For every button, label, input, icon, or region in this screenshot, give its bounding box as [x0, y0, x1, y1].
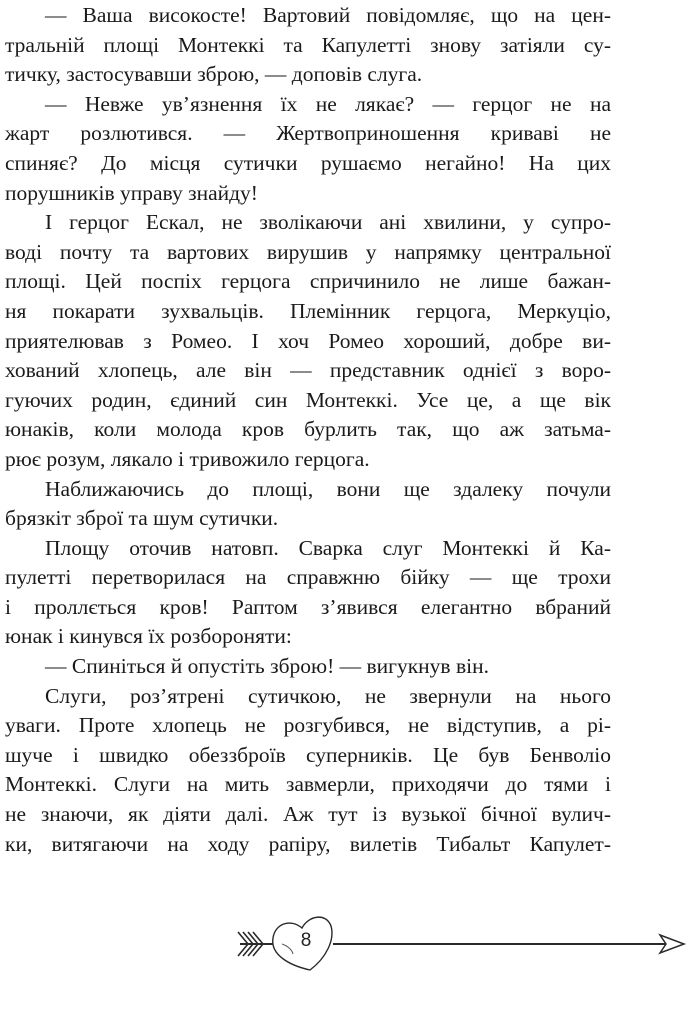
text-line: пулетті перетворилася на справжню бійку — ще трохи — [5, 565, 611, 590]
text-line: воді почту та вартових вирушив у напрямку центральної — [5, 239, 611, 264]
page-body-text — [5, 1, 611, 859]
text-line: жарт розлютився. — Жертвоприношення криваві не — [5, 121, 611, 146]
text-line: не знаючи, як діяти далі. Аж тут із вузької бічної вулич- — [5, 802, 611, 827]
text-line: Слуги, роз’ятрені сутичкою, не звернули на нього — [45, 683, 611, 708]
text-line: тральній площі Монтеккі та Капулетті знову затіяли су- — [5, 32, 611, 57]
text-line: Наближаючись до площі, вони ще здалеку почули — [45, 476, 611, 501]
text-line: і проллється кров! Раптом з’явився елегантно вбраний — [5, 594, 611, 619]
text-line: тичку, застосувавши зброю, — доповів слуга. — [5, 62, 423, 87]
text-line: юнаків, коли молода кров бурлить так, що аж затьма- — [5, 417, 611, 442]
text-line: ки, витягаючи на ходу рапіру, вилетів Тибальт Капулет- — [5, 831, 611, 856]
text-line: площі. Цей поспіх герцога спричинило не лише бажан- — [5, 269, 611, 294]
text-line: І герцог Ескал, не зволікаючи ані хвилини, у супро- — [45, 210, 611, 235]
text-line: брязкіт зброї та шум сутички. — [5, 506, 279, 531]
text-line: шуче і швидко обеззброїв суперників. Це був Бенволіо — [5, 742, 611, 767]
text-line: уваги. Проте хлопець не розгубився, не відступив, а рі- — [5, 713, 611, 738]
text-line: порушників управу знайду! — [5, 180, 258, 205]
text-line: приятелював з Ромео. І хоч Ромео хороший, добре ви- — [5, 328, 611, 353]
page-number: 8 — [300, 930, 312, 951]
text-line: — Спиніться й опустіть зброю! — вигукнув він. — [45, 654, 489, 679]
text-line: Площу оточив натовп. Сварка слуг Монтеккі й Ка- — [45, 535, 611, 560]
text-line: рює розум, лякало і тривожило герцога. — [5, 446, 370, 471]
text-line: Монтеккі. Слуги на мить завмерли, приходячи до тями і — [5, 772, 611, 797]
text-line: — Ваша високосте! Вартовий повідомляє, що на цен- — [45, 3, 611, 27]
text-line: гуючих родин, єдиний син Монтеккі. Усе це, а ще вік — [5, 387, 611, 412]
text-line: юнак і кинувся їх розбороняти: — [5, 624, 292, 649]
text-line: спиняє? До місця сутички рушаємо негайно! На цих — [5, 150, 611, 175]
text-line: хований хлопець, але він — представник однієї з воро- — [5, 358, 611, 383]
text-line: — Невже ув’язнення їх не лякає? — герцог не на — [45, 91, 611, 116]
text-line: ня покарати зухвальців. Племінник герцога, Меркуціо, — [5, 298, 611, 323]
